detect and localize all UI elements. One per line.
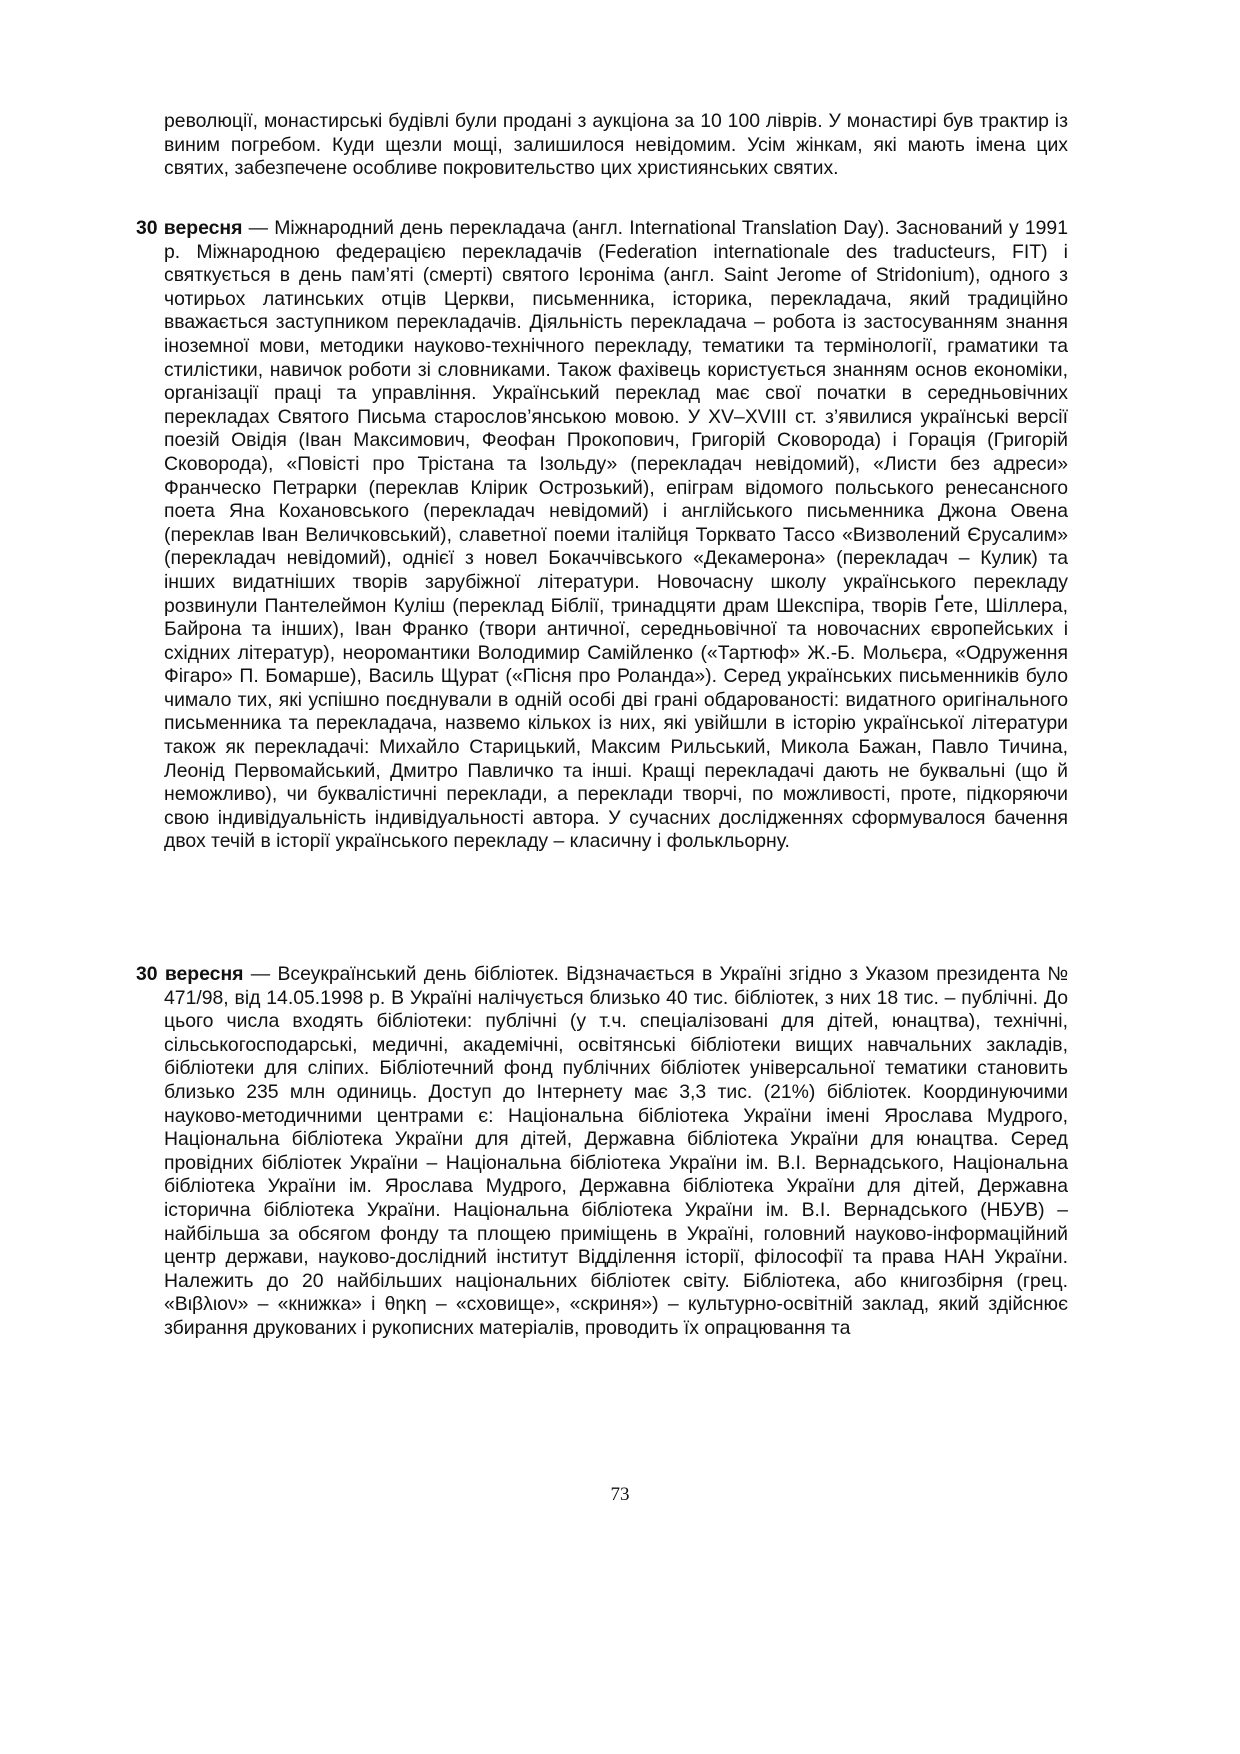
entry-date: 30 вересня — [136, 963, 244, 985]
entry-text: — Всеукраїнський день бібліотек. Відзначається в Україні згідно з Указом президента № 471/98, від 14.05.1998 р. В Україні налічується близько 40 тис. бібліотек, з них 18 тис. – публічні. До цього числа входять бібліотеки: публічні (у т.ч. спеціалізовані для дітей, юнацтва), технічні, сільськогосподарські, медичні, академічні, освітянські бібліотеки вищих навчальних закладів, бібліотеки для сліпих. Бібліотечний фонд публічних бібліотек універсальної тематики становить близько 235 млн одиниць. Доступ до Інтернету має 3,3 тис. (21%) бібліотек. Координуючими науково-методичними центрами є: Національна бібліотека України імені Ярослава Мудрого, Національна бібліотека України для дітей, Державна бібліотека України для юнацтва. Серед провідних бібліотек України – Національна бібліотека України ім. В.І. Вернадського, Національна бібліотека України ім. Ярослава Мудрого, Державна бібліотека України для дітей, Державна історична бібліотека України. Національна бібліотека України ім. В.І. Вернадського (НБУВ) – найбільша за обсягом фонду та площею приміщень в Україні, головний науково-інформаційний центр держави, науково-дослідний інститут Відділення історії, філософії та права НАН України. Належить до 20 найбільших національних бібліотек світу. Бібліотека, або книгозбірня (грец. «Βιβλιον» – «книжка» і θηκη – «сховище», «скриня») – культурно-освітній заклад, який здійснює збирання друкованих і рукописних матеріалів, проводить їх опрацювання та — [164, 963, 1068, 1339]
entry-text: — Міжнародний день перекладача (англ. International Translation Day). Заснований у 1991 р. Міжнародною федерацією перекладачів (Federation internationale des traducteurs, FIT) і святкується в день пам’яті (смерті) святого Ієроніма (англ. Saint Jerome of Stridonium), одного з чотирьох латинських отців Церкви, письменника, історика, перекладача, який традиційно вважається заступником перекладачів. Діяльність перекладача – робота із застосуванням знання іноземної мови, методики науково-технічного перекладу, тематики та термінології, граматики та стилістики, навичок роботи зі словниками. Також фахівець користується знанням основ економіки, організації праці та управління. Український переклад має свої початки в середньовічних перекладах Святого Письма старослов’янською мовою. У XV–XVIII ст. з’явилися українські версії поезій Овідія (Іван Максимович, Феофан Прокопович, Григорій Сковорода) і Горація (Григорій Сковорода), «Повісті про Трістана та Ізольду» (перекладач невідомий), «Листи без адреси» Франческо Петрарки (переклав Клірик Острозький), епіграм відомого польського ренесансного поета Яна Кохановського (перекладач невідомий) і англійського письменника Джона Овена (переклав Іван Величковський), славетної поеми італійця Торквато Тассо «Визволений Єрусалим» (перекладач невідомий), однієї з новел Бокаччівського «Декамерона» (перекладач – Кулик) та інших видатніших творів зарубіжної літератури. Новочасну школу українського перекладу розвинули Пантелеймон Куліш (переклад Біблії, тринадцяти драм Шекспіра, творів Ґете, Шіллера, Байрона та інших), Іван Франко (твори античної, середньовічної та новочасних європейських і східних літератур), неоромантики Володимир Самійленко («Тартюф» Ж.-Б. Мольєра, «Одруження Фігаро» П. Бомарше), Василь Щурат («Пісня про Роланда»). Серед українських письменників було чимало тих, які успішно поєднували в одній особі дві грані обдарованості: видатного оригінального письменника та перекладача, назвемо кількох із них, які увійшли в історію української літератури також як перекладачі: Михайло Старицький, Максим Рильський, Микола Бажан, Павло Тичина, Леонід Первомайський, Дмитро Павличко та інші. Кращі перекладачі дають не буквальні (що й неможливо), чи буквалістичні переклади, а переклади творчі, по можливості, проте, підкоряючи свою індивідуальність індивідуальності автора. У сучасних дослідженнях сформувалося бачення двох течій в історії українського перекладу – класичну і фолькльорну. — [164, 217, 1068, 853]
entry-translation-day — [136, 217, 1068, 854]
page-number: 73 — [610, 1484, 630, 1505]
continuation-paragraph: революції, монастирські будівлі були продані з аукціона за 10 100 ліврів. У монастирі був трактир із виним погребом. Куди щезли мощі, залишилося невідомим. Усім жінкам, які мають імена цих святих, забезпечене особливе покровительство цих християнських святих. — [164, 110, 1068, 180]
entry-date: 30 вересня — [136, 217, 243, 239]
entry-library-day — [136, 963, 1068, 1341]
